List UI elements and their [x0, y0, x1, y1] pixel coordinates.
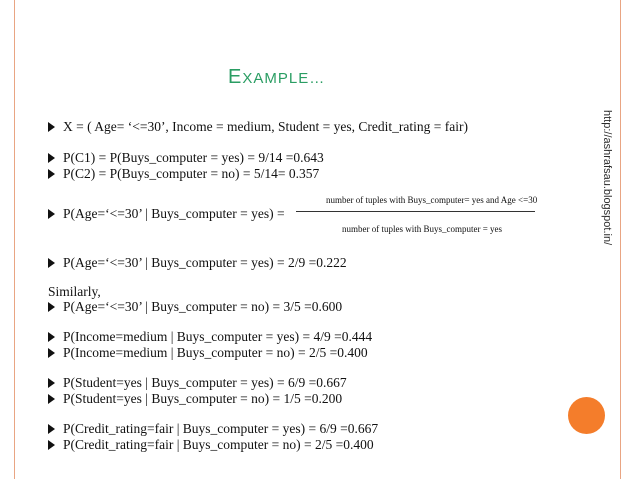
x-definition-text: X = ( Age= ‘<=30’, Income = medium, Student = yes, Credit_rating = fair) [63, 119, 468, 134]
student-yes-text: P(Student=yes | Buys_computer = yes) = 6/9 =0.667 [63, 375, 347, 390]
bullet-icon [48, 440, 55, 450]
credit-yes-line [48, 421, 378, 437]
x-definition-line [48, 119, 468, 135]
age-no-text: P(Age=‘<=30’ | Buys_computer = no) = 3/5 =0.600 [63, 299, 343, 314]
right-frame-line [620, 0, 621, 479]
credit-no-text: P(Credit_rating=fair | Buys_computer = no) = 2/5 =0.400 [63, 437, 374, 452]
fraction-bar [296, 211, 535, 212]
bullet-icon [48, 332, 55, 342]
fraction-numerator: number of tuples with Buys_computer= yes and Age <=30 [326, 195, 538, 205]
bullet-icon [48, 153, 55, 163]
bullet-icon [48, 258, 55, 268]
title-rest: XAMPLE… [242, 70, 326, 87]
p-c2-line [48, 166, 319, 182]
fraction-lhs-text: P(Age=‘<=30’ | Buys_computer = yes) = [63, 206, 285, 221]
age-yes-result-line [48, 255, 347, 271]
bullet-icon [48, 394, 55, 404]
student-yes-line [48, 375, 347, 391]
income-no-text: P(Income=medium | Buys_computer = no) = 2/5 =0.400 [63, 345, 368, 360]
bullet-icon [48, 122, 55, 132]
p-c1-text: P(C1) = P(Buys_computer = yes) = 9/14 =0.643 [63, 150, 324, 165]
source-url: http://ashrafsau.blogspot.in/ [601, 110, 613, 246]
bullet-icon [48, 169, 55, 179]
bullet-icon [48, 209, 55, 219]
credit-no-line [48, 437, 374, 453]
bullet-icon [48, 302, 55, 312]
slide-title [228, 66, 325, 89]
left-frame-line [14, 0, 15, 479]
age-no-line [48, 299, 342, 315]
bullet-icon [48, 424, 55, 434]
income-yes-text: P(Income=medium | Buys_computer = yes) = 4/9 =0.444 [63, 329, 373, 344]
age-yes-result-text: P(Age=‘<=30’ | Buys_computer = yes) = 2/9 =0.222 [63, 255, 347, 270]
student-no-text: P(Student=yes | Buys_computer = no) = 1/5 =0.200 [63, 391, 343, 406]
income-no-line [48, 345, 368, 361]
student-no-line [48, 391, 342, 407]
accent-circle [568, 397, 605, 434]
fraction-denominator: number of tuples with Buys_computer = yes [342, 224, 503, 234]
bullet-icon [48, 348, 55, 358]
p-c2-text: P(C2) = P(Buys_computer = no) = 5/14= 0.357 [63, 166, 320, 181]
p-c1-line [48, 150, 324, 166]
income-yes-line [48, 329, 372, 345]
title-initial: E [228, 66, 243, 88]
fraction-lhs-line [48, 206, 285, 222]
similarly-label: Similarly, [48, 284, 101, 299]
bullet-icon [48, 378, 55, 388]
credit-yes-text: P(Credit_rating=fair | Buys_computer = yes) = 6/9 =0.667 [63, 421, 379, 436]
